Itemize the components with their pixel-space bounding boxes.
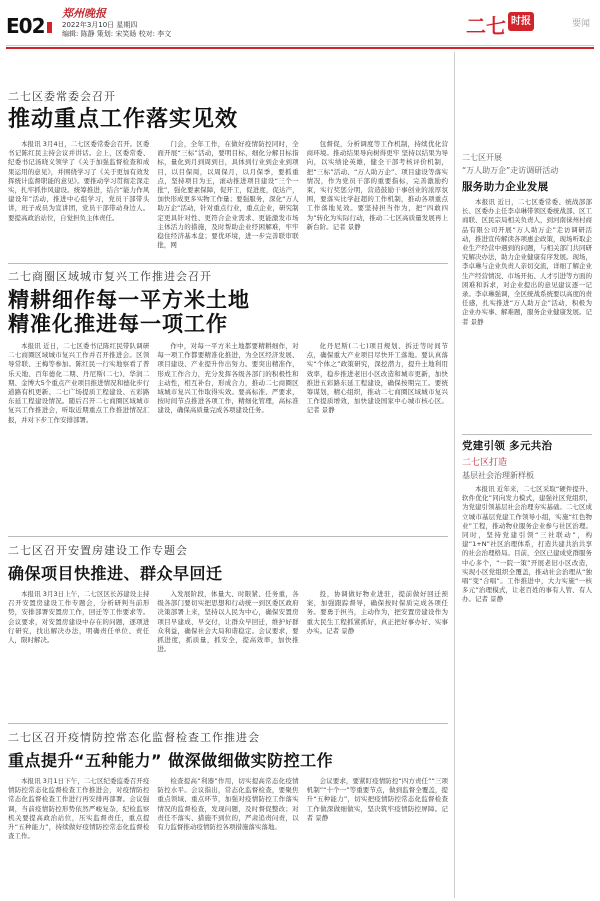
story-kicker: 二七商圈区域城市复兴工作推进会召开	[8, 270, 212, 283]
story-3	[8, 542, 448, 718]
headline-line: 精耕细作每一平方米土地	[8, 288, 250, 312]
sidebar-story-1	[462, 152, 592, 460]
sidebar-story-2	[462, 438, 592, 895]
story-headline	[8, 288, 448, 336]
story-headline: 推动重点工作落实见效	[8, 107, 239, 132]
story-headline: 确保项目快推进、群众早回迁	[8, 564, 223, 583]
story-kicker: 二七区召开疫情防控常态化监督检查工作推进会	[8, 731, 260, 744]
brand-label: 二七	[466, 14, 506, 38]
story-1	[8, 88, 448, 250]
story-column: 本报讯 3月1日下午，二七区纪委监委召开疫情防控常态化监督检查工作推进会，对疫情防控常态化监督检查工作进行再安排再部署。会议强调，当前疫情防控形势依然严峻复杂，纪检监察机关要提高政治站位，压实监督责任，重点提升“五种能力”，持续做好疫情防控常态化监督检查工作。	[8, 777, 150, 841]
story-headline: 重点提升“五种能力” 做深做细做实防控工作	[8, 751, 334, 770]
story-headline: 党建引领 多元共治	[462, 440, 553, 452]
story-body	[8, 140, 448, 250]
section-name: 要闻	[571, 19, 590, 29]
story-body	[8, 342, 448, 512]
story-divider	[8, 263, 448, 264]
story-divider	[8, 723, 448, 724]
story-column: 检查提高“利器”作用，切实提高常态化疫情防控水平。会议指出，常态化监督检查，要聚焦重点领域、重点环节，加强对疫情防控工作落实情况的监督检查，发现问题，及时督促整改；对责任不落实、措施不到位的，严肃追责问责，以有力监督推动疫情防控各项措施落实落地。	[157, 777, 299, 832]
story-kicker: 二七区委常委会召开	[8, 90, 116, 103]
story-column: 作中，对每一平方米土地都要精耕细作，对每一项工作都要精准化推进，为全区经济发展、项目建设、产业提升作出努力。要突出精准作，形成工作合力，充分发挥各级各部门的积极性和主动性，相互补台，形成合力，推动二七商圈区域城市复兴工作取得实效。要高标准、严要求，按时间节点推进各项工作，精细化管理，高标准建设，确保高质量完成各项建设任务。	[157, 342, 299, 415]
story-body	[8, 590, 448, 718]
story-2	[8, 268, 448, 512]
story-column: 本报讯 近日，二七区委书记陈红民带队调研二七商圈区域城市复兴工作并召开推进会。区领导常联、王梅等参加。陈红民一行实地察看了普乐天地、百年德化二期、丹尼斯(二七)、华润二期、金博大5个重点产业项目推进情况和德化步行道路有机更新、二七广场提质工程建设、五彩路东延工程建设情况。随后召开二七商圈区域城市复兴工作推进会，听取近期重点工作推进情况汇报，并对下步工作安排部署。	[8, 342, 150, 424]
brand-badge: 时报	[508, 12, 534, 31]
story-kicker: 二七区打造	[462, 458, 508, 468]
headline-line: 精准化推进每一项工作	[8, 312, 228, 336]
issue-editors: 编辑: 陈静 策划: 宋笑旸 校对: 李文	[62, 30, 172, 38]
story-column: 本报讯 3月3日上午，二七区区长苏建设主持召开安置房建设工作专题会，分析研判当前形势，安排部署安置房工作，回迁等工作要求等。会议要求，对安置房建设中存在的问题，逐项进行研究，找出解决办法，明确责任单位、责任人，限时解决。	[8, 590, 150, 645]
story-column: 入发展阶段，体量大、时限紧、任务重，各级各部门要切实把思想和行动统一到区委区政府决策部署上来，坚持以人民为中心，确保安置房项目早建成、早交付，让群众早回迁，维护好群众利益，确保社会大局和谐稳定。会议要求，要抓进度，抓质量，抓安全，提高效率，加快推进。	[157, 590, 299, 654]
story-column: 投，协调做好物业进驻，提前做好回迁预案，加强跟踪督导，确保按时保质完成各项任务。要勇于担当，主动作为，把安置房建设作为重大民生工程抓紧抓好，真正把好事办好、实事办实。记者 景静	[306, 590, 448, 635]
story-column: 本报讯 3月4日，二七区委常委会召开。区委书记陈红民主持会议并讲话。会上，区委常委、纪委书记汤晓义领学了《关于加强监督检查和成果运用的意见》，并围绕学习了《关于更加有效发挥统计监督职能的意见》。要推动学习贯彻走深走实，扎牢抓作风建设。统筹推进，结合“能力作风建设年”活动，推进中心组学习，党员干部带头讲，班子成员为宣讲团，党员干部带动身边人。要提高政治站位，自觉担负主体责任。	[8, 140, 150, 222]
story-column: 化丹尼斯(二七)项目规划、拆迁等时间节点，确保重大产业项目尽快开工落地。要认真落实“个体之”政策研究，深挖潜力，提升土地利用效率，稳步推进老旧小区改造和城市更新，加快推进五彩路东延工程建设，确保按期完工。要统筹谋划，精心组织，推动二七商圈区域城市复兴工作提质增效，加快建设国家中心城市核心区。记者 景静	[306, 342, 448, 415]
masthead-accent-rule	[6, 47, 594, 49]
story-column: 会议要求，要紧盯疫情防控“四方责任”“三项机制”“十个一”等重要节点，做到监督全覆盖，提升“五种能力”，切实把疫情防控常态化监督检查工作做深做细做实，坚决筑牢疫情防控屏障。记者 景静	[306, 777, 448, 822]
story-kicker: “万人助万企”走访调研活动	[462, 166, 559, 175]
story-column: 门会，全年工作，在做好疫情防控同时，全面开展“三标”活动，要明目标，细化分解目标指标，量化到月到周到日，具体到行业到企业到项目，以目保周，以周保月，以月保季，要抓重点，坚持项目为王，滚动推进项目建设“三个一批”，强化要素保障，促开工，促进度，促达产，加快形成更多实物工作量；要强服务，深化“万人助万企”活动，针对重点行业，重点企业，研究制定更具针对性、更符合企业需求、更能激发市场主体活力的措施，及时帮助企业纾困解难，牢牢稳住经济基本盘；要优环境，进一步完善联审联批，网	[157, 140, 299, 250]
masthead-rule	[6, 45, 594, 46]
story-kicker: 二七区开展	[462, 153, 502, 162]
story-body: 本报讯 近年来，二七区采取“硬件提升、软件优化”同向发力模式，建强社区党组织，为党建引领基层社会治理夯实基础。二七区成立城市基层党建工作领导小组，实施“红色物业”工程，推动物业服务企业参与社区治理。同时，坚持党建引领“三社联动”，构建“1+N”社区治理体系，打造共建共治共享的社会治理格局。目前，全区已建成党群服务中心多个，“一院一策”开展老旧小区改造，实现小区党组织全覆盖，推动社会治理从“独唱”变“合唱”。工作推进中，大力实施“一核多元”治理模式，让老百姓的事有人管、有人办。记者 景静	[462, 485, 592, 604]
issue-date: 2022年3月10日 星期四	[62, 21, 138, 29]
column-separator	[454, 52, 455, 898]
story-4	[8, 729, 448, 897]
story-column: 包督促，分析调度等工作机制，持续优化营商环境。推动结果导向树得更牢 坚持以结果为导向，以实绩论英雄，健全干部考核评价机制，把“三标”活动、“万人助万企”、项目建设等落实情况，作为党员干部的重要指标，完善激励约束，实行奖惩分明，营造鼓励干事创业的浓厚氛围，要落实比学赶超的工作机制，推动各项重点工作落地见效。要坚持担当作为，把“四敢四为”转化为实际行动，推动二七区高质量发展再上新台阶。记者 景静	[306, 140, 448, 231]
story-kicker: 基层社会治理新样板	[462, 471, 534, 480]
story-divider	[462, 434, 592, 435]
masthead	[0, 0, 600, 46]
section-brand	[420, 10, 590, 38]
story-divider	[8, 536, 448, 537]
page-number: E02	[6, 14, 52, 38]
story-body: 本报讯 近日，二七区委常委、统战部部长、区委办主任李卓琳带领区委统战部、区工商联、区民宗局相关负责人，到河南徕州村商品有限公司开展“万人助万企”走访调研活动，推进宣传解读各项惠企政策，现场听取企业生产经营中遇到的问题，与相关部门共同研究解决办法，助力企业健康有序发展。现场，李卓琳与企业负责人亲切交流，详细了解企业生产经营情况、市场开拓、人才引进等方面的困难和诉求，对企业提出的意见建议逐一记录。李卓琳强调，全区统战系统要以高度的责任感，扎实推进“万人助万企”活动，积极为企业办实事、解难题，服务企业健康发展。记者 景静	[462, 198, 592, 326]
page-marker	[47, 22, 52, 33]
story-kicker: 二七区召开安置房建设工作专题会	[8, 544, 188, 557]
story-body	[8, 777, 448, 897]
paper-name: 郑州晚报	[62, 7, 106, 20]
story-headline: 服务助力企业发展	[462, 181, 549, 193]
issue-meta	[62, 21, 171, 39]
